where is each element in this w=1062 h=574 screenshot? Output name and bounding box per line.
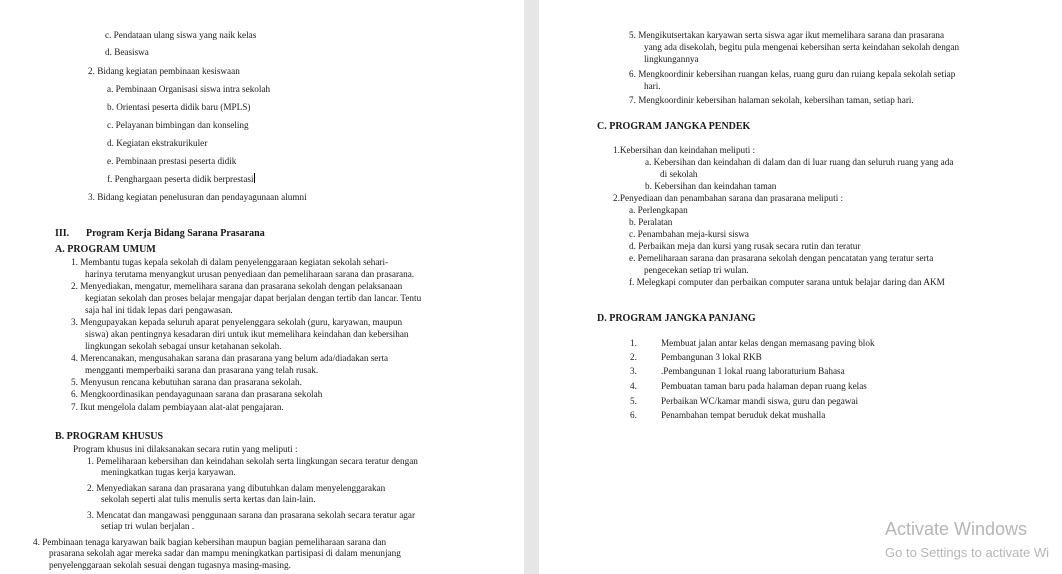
list-number: 5. bbox=[630, 396, 637, 406]
paragraph-line: 2. Menyediakan, mengatur, memelihara sarana dan prasarana sekolah dengan pelaksanaan bbox=[71, 281, 403, 291]
list-item-with-cursor bbox=[107, 173, 255, 185]
list-item: di sekolah bbox=[660, 169, 698, 179]
paragraph-line: siswa) akan pentingnya kesadaran diri untuk ikut memelihara keindahan dan kebersihan bbox=[85, 329, 409, 339]
list-item: a. Pembinaan Organisasi siswa intra sekolah bbox=[107, 84, 271, 94]
paragraph-line: 6. Mengkoordinasikan pendayagunaan sarana dan prasarana sekolah bbox=[71, 389, 323, 399]
document-page-right bbox=[539, 0, 1062, 574]
paragraph-line: 1. Pemeliharaan kebersihan dan keindahan sekolah serta lingkungan secara teratur dengan bbox=[87, 456, 418, 466]
paragraph-line: harinya terutama menyangkut urusan penyediaan dan pemeliharaan sarana dan prasarana. bbox=[85, 269, 415, 279]
list-heading: 3. Bidang kegiatan penelusuran dan pendayagunaan alumni bbox=[88, 192, 307, 202]
paragraph-line: sekolah seperti alat tulis menulis serta kertas dan lain-lain. bbox=[101, 494, 316, 504]
paragraph-line: hari. bbox=[644, 81, 661, 91]
paragraph-line: penyelenggaraan sekolah sesuai dengan tugasnya masing-masing. bbox=[49, 560, 291, 570]
paragraph-line: 7. Mengkoordinir kebersihan halaman sekolah, kebersihan taman, setiap hari. bbox=[629, 95, 914, 105]
list-number: 4. bbox=[630, 381, 637, 391]
list-item-text: f. Penghargaan peserta didik berprestasi bbox=[107, 174, 254, 184]
list-item: c. Pelayanan bimbingan dan konseling bbox=[107, 120, 249, 130]
activation-watermark-subtitle: Go to Settings to activate Wi bbox=[885, 545, 1050, 560]
paragraph-line: 7. Ikut mengelola dalam pembiayaan alat-alat pengajaran. bbox=[71, 402, 284, 412]
list-item: e. Pemeliharaan sarana dan prasarana sekolah dengan pencatatan yang teratur serta bbox=[629, 253, 934, 263]
list-item: d. Beasiswa bbox=[105, 47, 149, 57]
subsection-title: A. PROGRAM UMUM bbox=[55, 244, 156, 255]
list-item: Penambahan tempat beruduk dekat mushalla bbox=[661, 410, 826, 420]
paragraph-line: 2. Menyediakan sarana dan prasarana yang dibutuhkan dalam menyelenggarakan bbox=[87, 483, 386, 493]
list-item: Pembuatan taman baru pada halaman depan ruang kelas bbox=[661, 381, 867, 391]
subsection-title: B. PROGRAM KHUSUS bbox=[55, 431, 164, 442]
paragraph-line: 3. Mengupayakan kepada seluruh aparat penyelenggara sekolah (guru, karyawan, maupun bbox=[71, 317, 403, 327]
list-item: c. Pendataan ulang siswa yang naik kelas bbox=[105, 30, 257, 40]
paragraph-line: 5. Mengikutsertakan karyawan serta siswa agar ikut memelihara sarana dan prasarana bbox=[629, 30, 945, 40]
paragraph-line: prasarana sekolah agar mereka sadar dan mampu meningkatkan partisipasi di dalam menunjang bbox=[49, 548, 401, 558]
list-item: Pembangunan 3 lokal RKB bbox=[661, 352, 762, 362]
text-cursor bbox=[254, 173, 255, 183]
paragraph-line: 1. Membantu tugas kepala sekolah di dalam penyelenggaraan kegiatan sekolah sehari- bbox=[71, 257, 389, 267]
list-item: d. Perbaikan meja dan kursi yang rusak secara rutin dan teratur bbox=[629, 241, 861, 251]
paragraph-line: kegiatan sekolah dan proses belajar mengajar dapat berjalan dengan tertib dan lancar. Tentu bbox=[85, 293, 422, 303]
paragraph-line: meningkatkan tugas kerja karyawan. bbox=[101, 467, 236, 477]
list-item: b. Peralatan bbox=[629, 217, 673, 227]
paragraph-line: 4. Pembinaan tenaga karyawan baik bagian kebersihan maupun bagian pemeliharaan sarana dan bbox=[33, 537, 387, 547]
list-heading: 2.Penyediaan dan penambahan sarana dan prasarana meliputi : bbox=[613, 193, 844, 203]
list-item: .Pembangunan 1 lokal ruang laboraturium Bahasa bbox=[661, 366, 845, 376]
section-title: Program Kerja Bidang Sarana Prasarana bbox=[86, 228, 265, 239]
list-number: 6. bbox=[630, 410, 637, 420]
list-number: 2. bbox=[630, 352, 637, 362]
paragraph-line: Program khusus ini dilaksanakan secara rutin yang meliputi : bbox=[73, 444, 298, 454]
list-item: pengecekan setiap tri wulan. bbox=[644, 265, 749, 275]
paragraph-line: 4. Merencanakan, mengusahakan sarana dan prasarana yang belum ada/diadakan serta bbox=[71, 353, 389, 363]
list-item: c. Penambahan meja-kursi siswa bbox=[629, 229, 749, 239]
list-heading: 2. Bidang kegiatan pembinaan kesiswaan bbox=[88, 66, 240, 76]
section-number: III. bbox=[55, 228, 70, 239]
list-number: 3. bbox=[630, 366, 637, 376]
subsection-title: C. PROGRAM JANGKA PENDEK bbox=[597, 121, 751, 132]
paragraph-line: lingkungannya bbox=[644, 54, 699, 64]
list-item: d. Kegiatan ekstrakurikuler bbox=[107, 138, 208, 148]
list-item: b. Orientasi peserta didik baru (MPLS) bbox=[107, 102, 251, 112]
paragraph-line: mengganti memperbaiki sarana dan prasarana yang telah rusak. bbox=[85, 365, 319, 375]
document-page-left bbox=[0, 0, 524, 574]
list-number: 1. bbox=[630, 338, 637, 348]
subsection-title: D. PROGRAM JANGKA PANJANG bbox=[597, 313, 756, 324]
paragraph-line: saja hal ini tidak lepas dari pengawasan. bbox=[85, 305, 233, 315]
list-item: a. Kebersihan dan keindahan di dalam dan di luar ruang dan seluruh ruang yang ada bbox=[645, 157, 954, 167]
list-item: Perbaikan WC/kamar mandi siswa, guru dan pegawai bbox=[661, 396, 859, 406]
paragraph-line: lingkungan sekolah sebagai unsur ketahanan sekolah. bbox=[85, 341, 282, 351]
paragraph-line: setiap tri wulan berjalan . bbox=[101, 521, 195, 531]
paragraph-line: yang ada disekolah, begitu pula mengenai kebersihan serta keindahan sekolah dengan bbox=[644, 42, 960, 52]
paragraph-line: 5. Menyusun rencana kebutuhan sarana dan prasarana sekolah. bbox=[71, 377, 302, 387]
list-item: e. Pembinaan prestasi peserta didik bbox=[107, 156, 237, 166]
paragraph-line: 6. Mengkoordinir kebersihan ruangan kelas, ruang guru dan ruiang kepala sekolah setiap bbox=[629, 69, 956, 79]
activation-watermark-title: Activate Windows bbox=[885, 519, 1028, 539]
list-item: Membuat jalan antar kelas dengan memasang paving blok bbox=[661, 338, 875, 348]
paragraph-line: 3. Mencatat dan mangawasi penggunaan sarana dan prasarana sekolah secara teratur agar bbox=[87, 510, 416, 520]
list-item: b. Kebersihan dan keindahan taman bbox=[645, 181, 777, 191]
list-item: a. Perlengkapan bbox=[629, 205, 688, 215]
list-item: f. Melegkapi computer dan perbaikan computer sarana untuk belajar daring dan AKM bbox=[629, 277, 945, 287]
list-heading: 1.Kebersihan dan keindahan meliputi : bbox=[613, 145, 756, 155]
